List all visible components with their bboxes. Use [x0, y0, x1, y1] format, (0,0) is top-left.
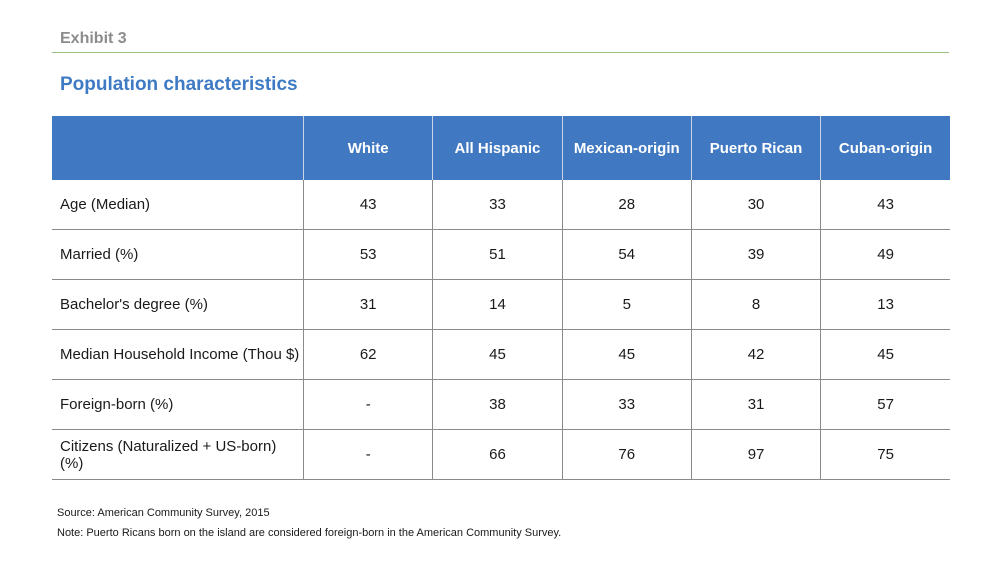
- table-cell: 31: [691, 380, 820, 430]
- table-row: [52, 380, 950, 430]
- table-cell: 54: [562, 230, 691, 280]
- table-cell: 30: [691, 180, 820, 230]
- source-note: Source: American Community Survey, 2015: [57, 507, 270, 519]
- table-cell: 45: [433, 330, 562, 380]
- table-cell: 75: [821, 430, 950, 480]
- table-cell: 43: [821, 180, 950, 230]
- column-header: Cuban-origin: [821, 116, 950, 180]
- column-header: All Hispanic: [433, 116, 562, 180]
- table-cell: 51: [433, 230, 562, 280]
- table-cell: 28: [562, 180, 691, 230]
- table-cell: 76: [562, 430, 691, 480]
- table-cell: -: [304, 430, 433, 480]
- row-label: Median Household Income (Thou $): [52, 330, 304, 380]
- table-cell: 45: [821, 330, 950, 380]
- table-cell: 43: [304, 180, 433, 230]
- table-cell: 33: [562, 380, 691, 430]
- table-cell: 97: [691, 430, 820, 480]
- column-header: White: [304, 116, 433, 180]
- column-header: Mexican-origin: [562, 116, 691, 180]
- table-cell: 42: [691, 330, 820, 380]
- table-row: [52, 180, 950, 230]
- column-header: [52, 116, 304, 180]
- footnote: Note: Puerto Ricans born on the island are considered foreign-born in the American Community Survey.: [57, 527, 562, 539]
- table-cell: 39: [691, 230, 820, 280]
- table-cell: 62: [304, 330, 433, 380]
- table-cell: 5: [562, 280, 691, 330]
- row-label: Married (%): [52, 230, 304, 280]
- row-label: Bachelor's degree (%): [52, 280, 304, 330]
- table-cell: 49: [821, 230, 950, 280]
- table-row: [52, 430, 950, 480]
- table-cell: 31: [304, 280, 433, 330]
- exhibit-label: Exhibit 3: [60, 30, 127, 47]
- table-cell: -: [304, 380, 433, 430]
- table-cell: 8: [691, 280, 820, 330]
- table-cell: 53: [304, 230, 433, 280]
- table-body: [52, 180, 950, 480]
- table-cell: 14: [433, 280, 562, 330]
- table-cell: 13: [821, 280, 950, 330]
- header-row: [52, 116, 950, 180]
- table-row: [52, 280, 950, 330]
- row-label: Foreign-born (%): [52, 380, 304, 430]
- table-cell: 45: [562, 330, 691, 380]
- table-cell: 38: [433, 380, 562, 430]
- chart-title: Population characteristics: [60, 74, 298, 95]
- column-header: Puerto Rican: [691, 116, 820, 180]
- table-cell: 57: [821, 380, 950, 430]
- data-table: [52, 116, 950, 480]
- row-label: Citizens (Naturalized + US-born) (%): [52, 430, 304, 480]
- table-cell: 33: [433, 180, 562, 230]
- table-row: [52, 330, 950, 380]
- table-row: [52, 230, 950, 280]
- table-cell: 66: [433, 430, 562, 480]
- row-label: Age (Median): [52, 180, 304, 230]
- divider: [52, 52, 949, 53]
